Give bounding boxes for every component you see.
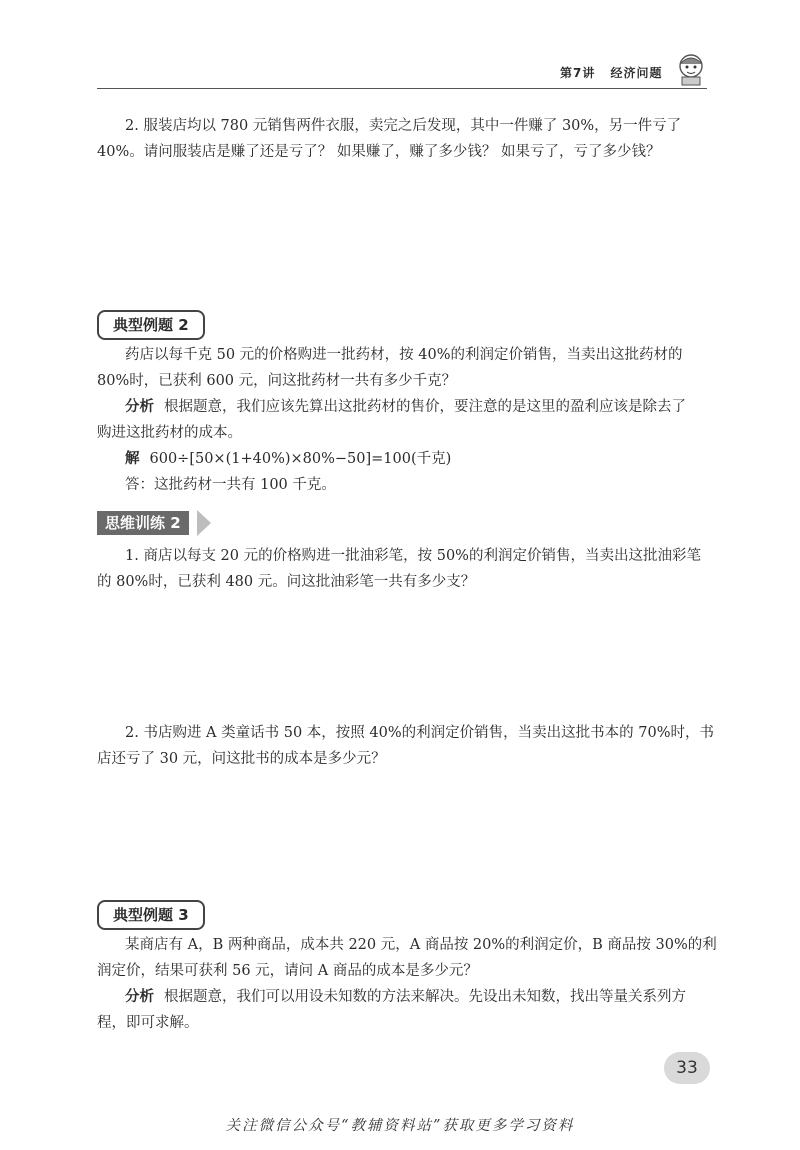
example-text-line: 80%时，已获利 600 元，问这批药材一共有多少千克？: [97, 373, 457, 389]
solution-label: 解: [125, 451, 140, 467]
answer-line: 答：这批药材一共有 100 千克。: [125, 477, 336, 493]
problem-text-line: 2. 服装店均以 780 元销售两件衣服，卖完之后发现，其中一件赚了 30%，另一件亏了: [125, 118, 682, 134]
footer-note: 关注微信公众号“教辅资料站”获取更多学习资料: [225, 1118, 575, 1134]
solution-line: [97, 446, 717, 472]
question-text-line: 店还亏了 30 元，问这批书的成本是多少元？: [97, 751, 386, 767]
analysis-text: 根据题意，我们应该先算出这批药材的售价，要注意的是这里的盈利应该是除去了: [164, 399, 686, 415]
analysis-text: 程，即可求解。: [97, 1015, 199, 1031]
training-2-question-1: [97, 543, 717, 595]
header-rule: [97, 88, 707, 89]
example-text-line: 药店以每千克 50 元的价格购进一批药材，按 40%的利润定价销售，当卖出这批药材的: [125, 347, 683, 363]
page-number: 33: [664, 1052, 710, 1084]
training-2-label: 思维训练 2: [97, 511, 189, 535]
cartoon-student-icon: [674, 52, 708, 86]
analysis-label: 分析: [125, 989, 154, 1005]
analysis-paragraph: [97, 984, 717, 1010]
problem-2: [97, 113, 717, 165]
example-2-body: [97, 342, 717, 498]
example-3-label: 典型例题 3: [97, 900, 205, 930]
analysis-paragraph: [97, 394, 717, 420]
analysis-label: 分析: [125, 399, 154, 415]
question-text-line: 的 80%时，已获利 480 元。问这批油彩笔一共有多少支？: [97, 574, 476, 590]
chapter-number: 第7讲: [560, 66, 596, 80]
analysis-text: 购进这批药材的成本。: [97, 425, 242, 441]
tag-arrow-icon: [197, 510, 211, 536]
example-2-label: 典型例题 2: [97, 310, 205, 340]
analysis-text: 根据题意，我们可以用设未知数的方法来解决。先设出未知数，找出等量关系列方: [164, 989, 686, 1005]
question-text-line: 1. 商店以每支 20 元的价格购进一批油彩笔，按 50%的利润定价销售，当卖出这批油彩笔: [125, 548, 701, 564]
question-text-line: 2. 书店购进 A 类童话书 50 本，按照 40%的利润定价销售，当卖出这批书本的 70%时，书: [125, 725, 714, 741]
training-2-question-2: [97, 720, 717, 772]
chapter-title: 经济问题: [610, 66, 663, 80]
example-text-line: 润定价，结果可获利 56 元，请问 A 商品的成本是多少元？: [97, 963, 478, 979]
example-3-body: [97, 932, 717, 1036]
problem-text-line: 40%。请问服装店是赚了还是亏了？ 如果赚了，赚了多少钱？ 如果亏了，亏了多少钱？: [97, 144, 661, 160]
example-text-line: 某商店有 A，B 两种商品，成本共 220 元，A 商品按 20%的利润定价，B 商品按 30%的利: [125, 937, 717, 953]
running-header: [560, 64, 663, 81]
solution-formula: 600÷[50×(1+40%)×80%−50]=100(千克): [149, 451, 452, 467]
